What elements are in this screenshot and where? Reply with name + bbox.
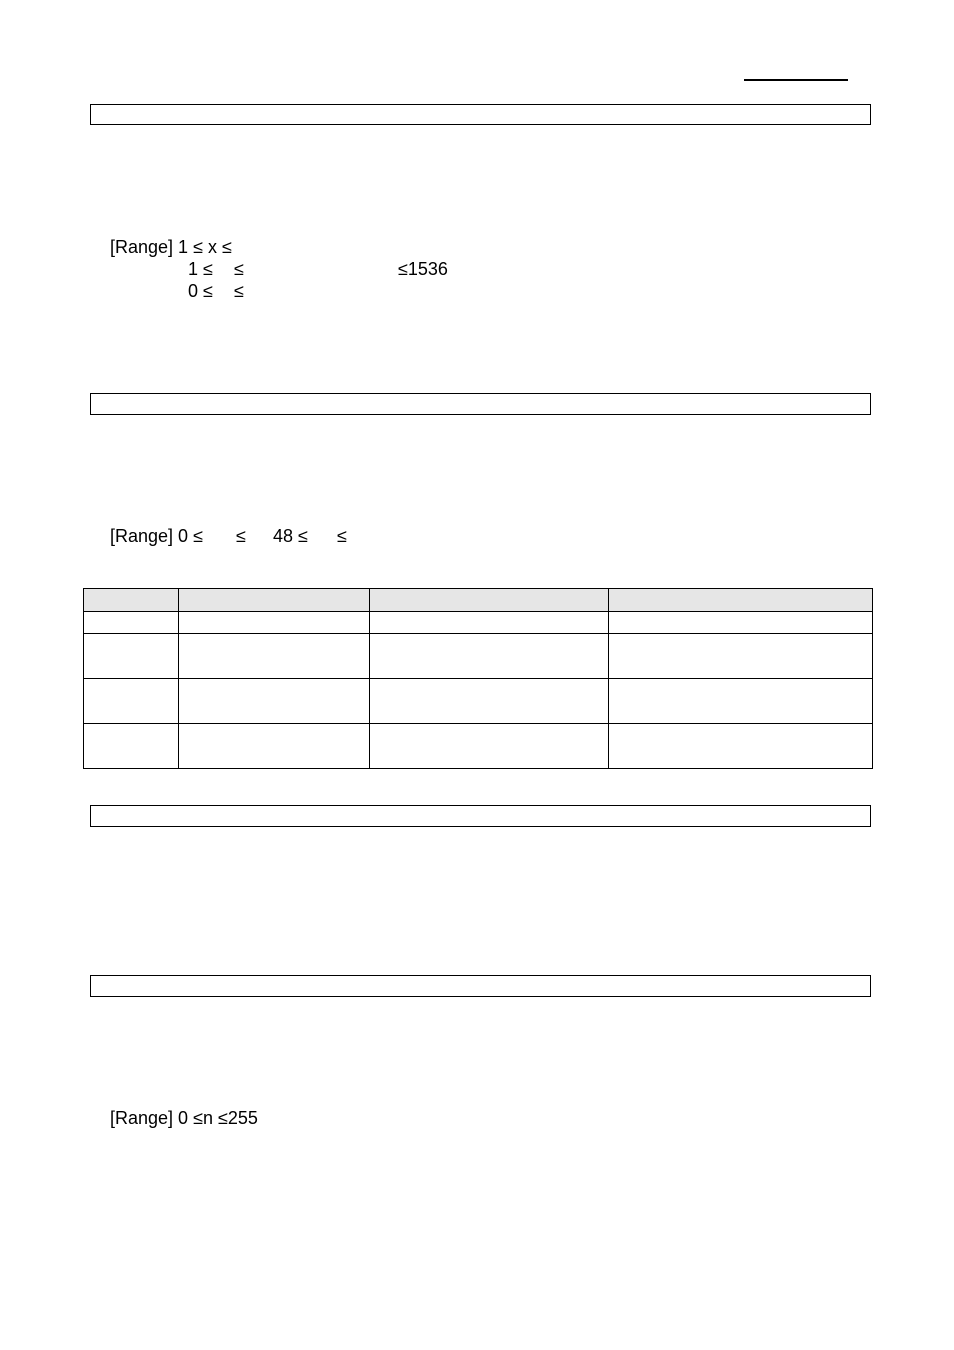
table-cell <box>179 634 370 679</box>
command-box-4 <box>90 975 871 997</box>
table-header-row <box>84 589 873 612</box>
table-cell <box>609 724 873 769</box>
table-cell <box>84 679 179 724</box>
table-cell <box>370 634 609 679</box>
range-text: ≤1536 <box>398 259 448 279</box>
table-cell <box>179 612 370 634</box>
table-header-cell <box>84 589 179 612</box>
range-line-s4 <box>100 1085 258 1129</box>
command-box-1 <box>90 104 871 125</box>
table-cell <box>84 724 179 769</box>
range-text: ≤ <box>236 526 246 546</box>
range-line-3-b <box>224 258 244 302</box>
table-row <box>84 679 873 724</box>
command-box-2 <box>90 393 871 415</box>
range-text: [Range] 1 ≤ x ≤ <box>110 237 232 257</box>
range-text: 48 ≤ <box>273 526 308 546</box>
range-text: 1 ≤ <box>188 259 213 279</box>
command-box-3 <box>90 805 871 827</box>
table-row <box>84 612 873 634</box>
table-header-cell <box>370 589 609 612</box>
range-text: [Range] 0 ≤ <box>110 526 203 546</box>
range-line-s2-b <box>226 503 246 547</box>
range-text: ≤ <box>234 259 244 279</box>
table-cell <box>84 634 179 679</box>
table-row <box>84 724 873 769</box>
table-cell <box>370 724 609 769</box>
range-text: [Range] 0 ≤n ≤255 <box>110 1108 258 1128</box>
range-line-s2-c <box>263 503 308 547</box>
parameter-table <box>83 588 873 769</box>
table-row <box>84 634 873 679</box>
range-text: 0 ≤ <box>188 281 213 301</box>
range-line-2-c <box>388 236 448 280</box>
range-line-3 <box>178 258 213 302</box>
table-header-cell <box>609 589 873 612</box>
table-header-cell <box>179 589 370 612</box>
table-cell <box>609 612 873 634</box>
table-cell <box>609 634 873 679</box>
header-rule <box>744 79 848 81</box>
range-line-s2-d <box>327 503 347 547</box>
table-cell <box>370 679 609 724</box>
table-cell <box>370 612 609 634</box>
table-cell <box>609 679 873 724</box>
range-text: ≤ <box>337 526 347 546</box>
table-cell <box>179 679 370 724</box>
table-cell <box>84 612 179 634</box>
range-line-s2-a <box>100 503 203 547</box>
range-text: ≤ <box>234 281 244 301</box>
table-cell <box>179 724 370 769</box>
